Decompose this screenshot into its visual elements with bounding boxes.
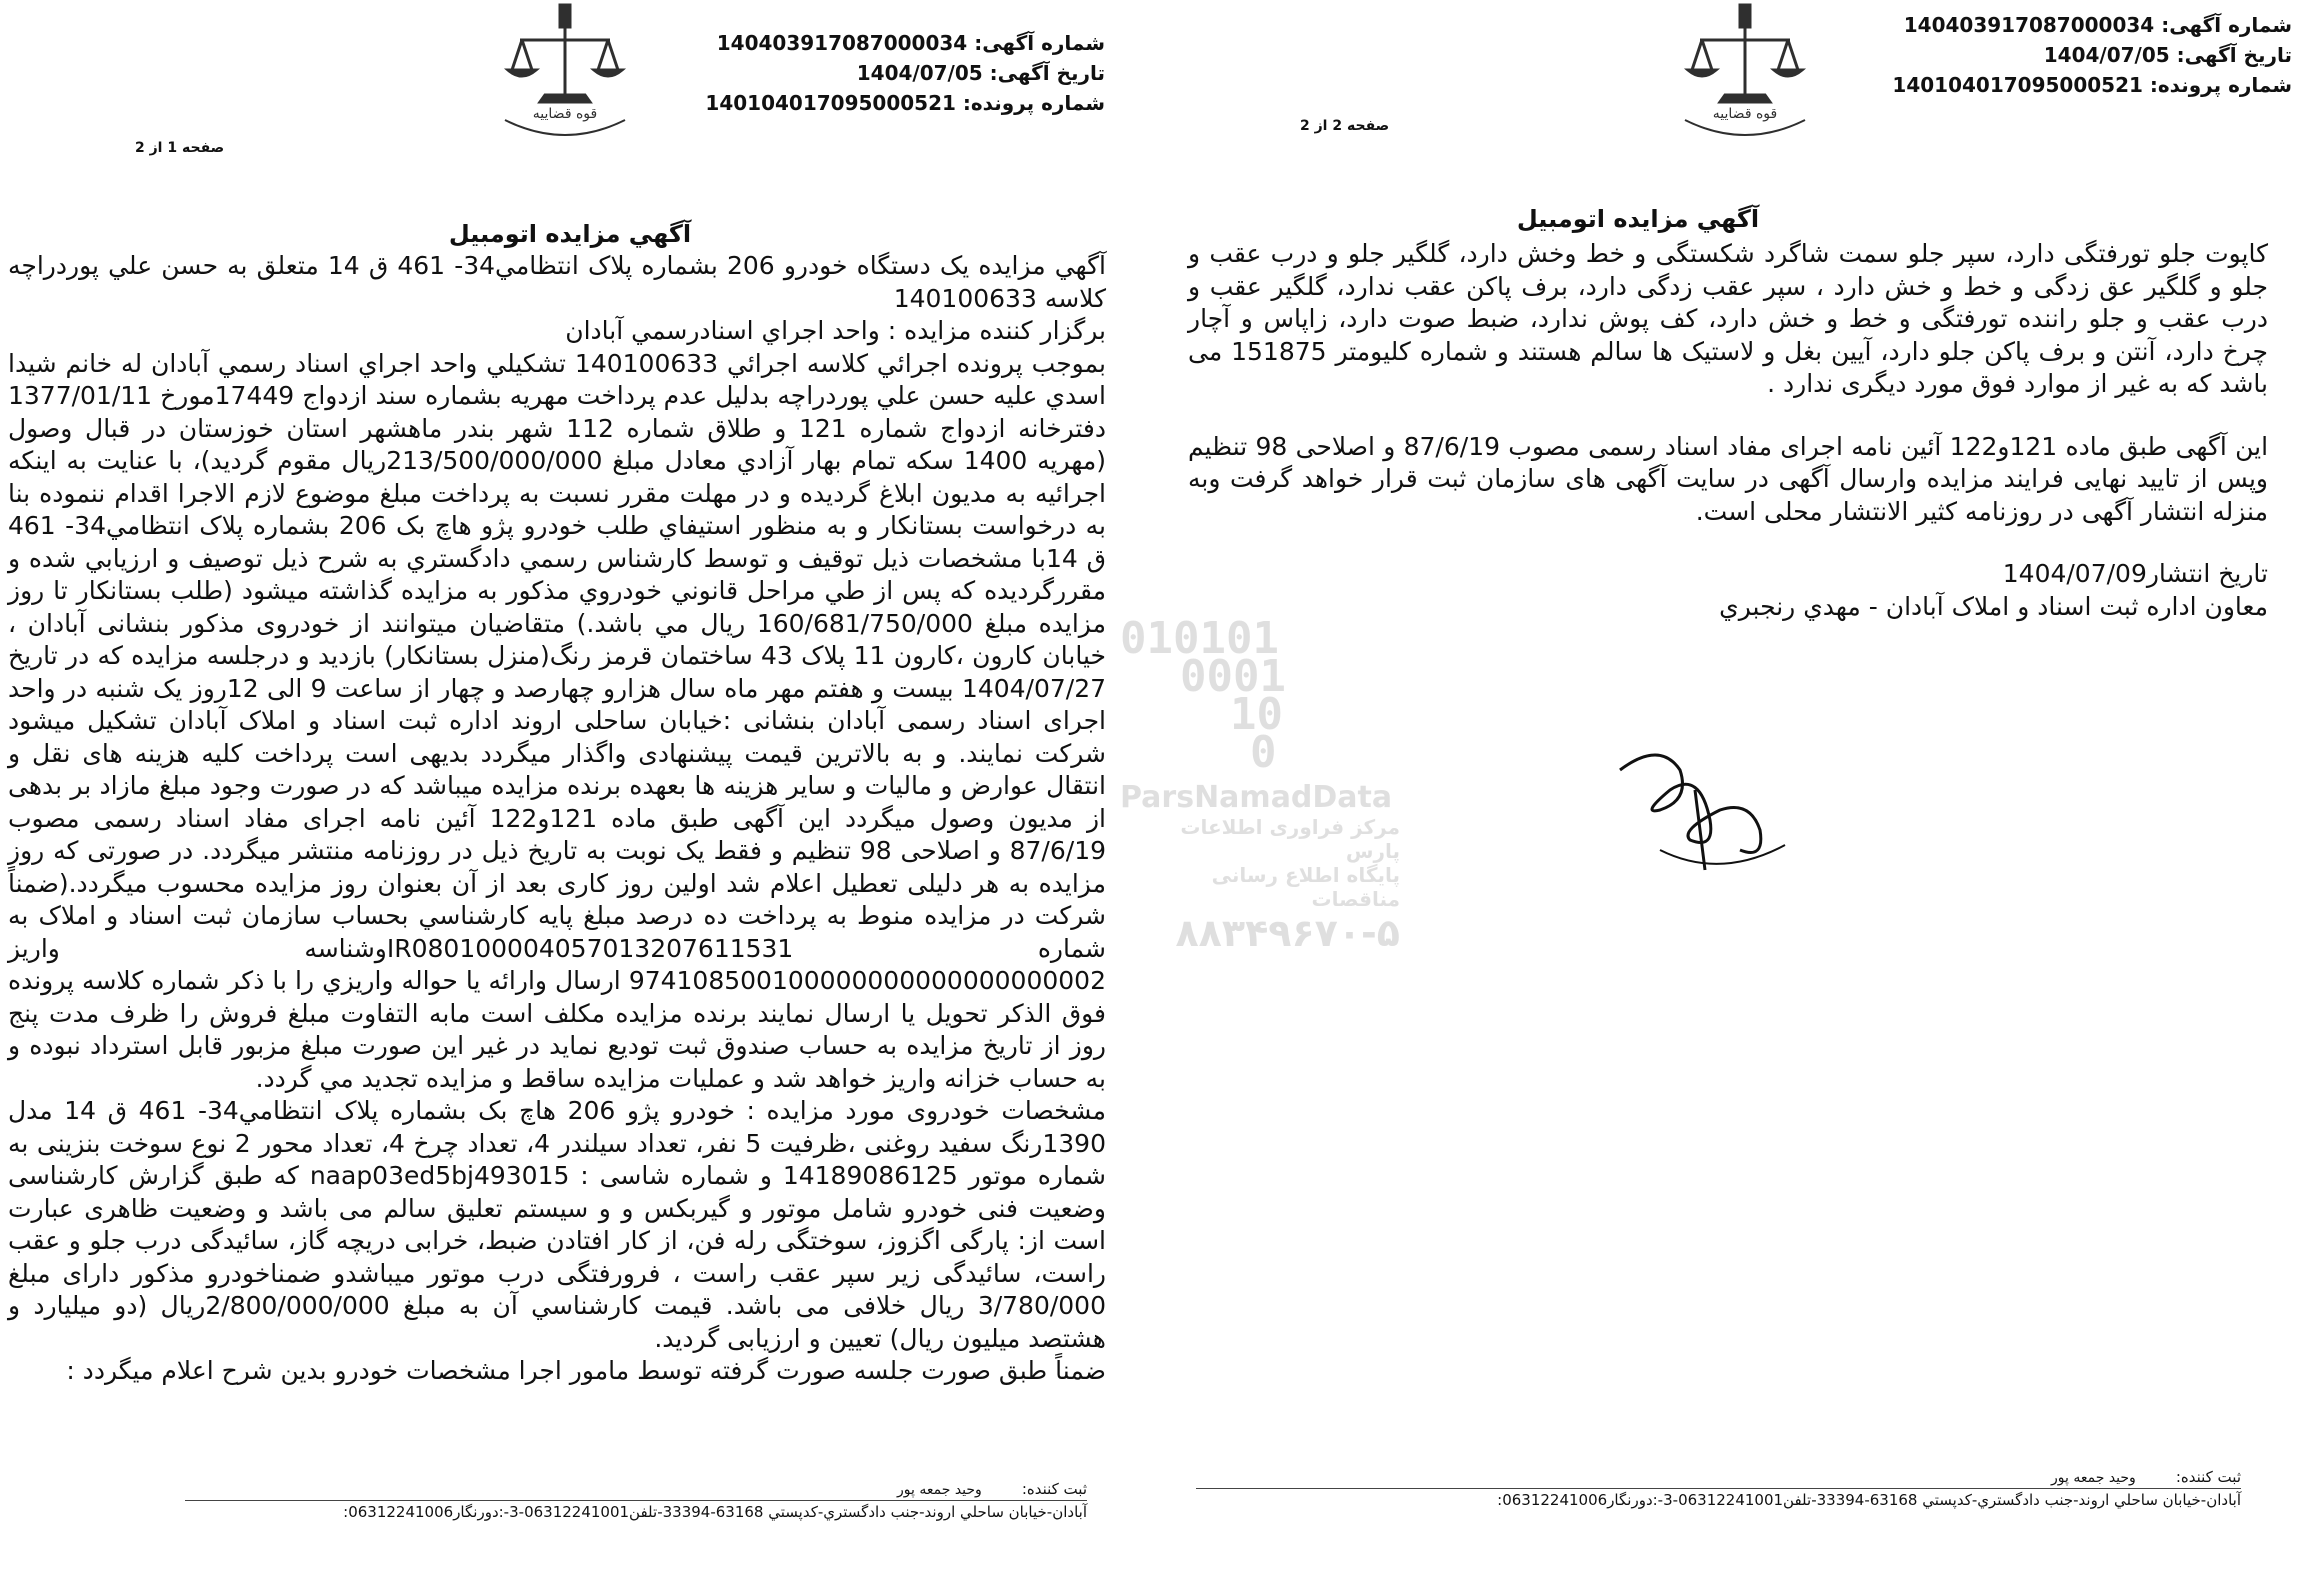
legal-basis-paragraph: این آگهی طبق ماده 121و122 آئین نامه اجرای مفاد اسناد رسمی مصوب 87/6/19 و اصلاحی 98 تنظیم وپس از تایید نهایی فرایند مزایده وارسال آگهی در سایت آگهی های سازمان ثبت قرار خواهد گرفت وبه منزله انتشار آگهی در روزنامه کثیر الانتشار محلی است. <box>1188 431 2269 526</box>
notice-body <box>8 250 1106 1388</box>
document-page-1 <box>0 0 1140 1581</box>
registrar-name: وحيد جمعه پور <box>897 1482 982 1498</box>
intro-paragraph: آگهي مزايده يک دستگاه خودرو 206 بشماره پلاک انتظامي34- 461 ق 14 متعلق به حسن علي پوردراچه کلاسه 140100633 <box>8 251 1106 313</box>
footer-address: آبادان-خيابان ساحلي اروند-جنب دادگستري-کدپستي 63168-33394-تلفن06312241001-3-:دورنگار06312241006: <box>343 1503 1087 1521</box>
svg-text:قوه قضاییه: قوه قضاییه <box>532 106 598 122</box>
footer-address: آبادان-خيابان ساحلي اروند-جنب دادگستري-کدپستي 63168-33394-تلفن06312241001-3-:دورنگار06312241006: <box>1497 1491 2241 1509</box>
publish-date: تاريخ انتشار1404/07/09 <box>2002 559 2268 588</box>
svg-text:قوه قضاییه: قوه قضاییه <box>1712 106 1778 122</box>
vehicle-condition-paragraph: کاپوت جلو تورفتگی دارد، سپر جلو سمت شاگرد شکستگی و خط وخش دارد، گلگیر جلو و درب عقب و جلو و گلگیر عق زدگی و خط و خش دارد ، سپر عقب زدگی دارد، برف پاکن عقب ندارد، گلگیر عقب و درب عقب و جلو راننده تورفتگی و خط و خش دارد، کف پوش ندارد، ضبط صوت دارد، زاپاس و آچار چرخ دارد، آنتن و برف پاکن جلو دارد، آیین بغل و لاستیک ها سالم هستند و شماره کلیومتر 151875 می باشد که به غیر از موارد فوق مورد دیگری ندارد . <box>1188 239 2268 398</box>
footer-divider <box>1196 1488 2241 1489</box>
organizer-line: برگزار کننده مزايده : واحد اجراي اسنادرسمي آبادان <box>565 316 1106 345</box>
page-title: آگهي مزايده اتومبيل <box>448 220 692 248</box>
notice-date: 1404/07/05 <box>856 61 983 85</box>
signatory: معاون اداره ثبت اسناد و املاک آبادان - مهدي رنجبري <box>1719 591 2268 621</box>
file-number: 140104017095000521 <box>1892 73 2143 97</box>
notice-body <box>1188 238 2268 633</box>
footer-divider <box>185 1500 1087 1501</box>
notice-header: شماره آگهی: 140403917087000034 تاریخ آگهی: 1404/07/05 شماره پرونده: 140104017095000521 <box>1892 13 2292 97</box>
notice-header: شماره آگهی: 140403917087000034 تاریخ آگهی: 1404/07/05 شماره پرونده: 140104017095000521 <box>705 31 1105 115</box>
execution-paragraph: بموجب پرونده اجرائي کلاسه اجرائي 140100633 تشکيلي واحد اجراي اسناد رسمي آبادان له خانم شيدا اسدي عليه حسن علي پوردراچه بدليل عدم پرداخت مهريه بشماره سند ازدواج 17449مورخ 1377/01/11 دفترخانه ازدواج شماره 121 و طلاق شماره 112 شهر بندر ماهشهر استان خوزستان در قبال وصول (مهريه 1400 سکه تمام بهار آزادي معادل مبلغ 213/500/000/000ريال مقوم گرديد)، با عنايت به اينکه اجرائيه به مديون ابلاغ گرديده و در مهلت مقرر نسبت به پرداخت مبلغ موضوع لازم الاجرا اقدام ننموده بنا به درخواست بستانکار و به منظور استيفاي طلب خودرو پژو هاچ بک 206 بشماره پلاک انتظامي34- 461 ق 14با مشخصات ذيل توقيف و توسط کارشناس رسمي دادگستري به شرح ذيل توصيف و ارزيابي شده و مقررگرديده که پس از طي مراحل قانوني خودروي مذکور به مزايده گذاشته ميشود (طلب بستانکار تا روز مزايده مبلغ 160/681/750/000 ريال مي باشد.) متقاضيان ميتوانند از خودروی مذکور بنشانی آبادان ، خيابان کارون ،کارون 11 پلاک 43 ساختمان قرمز رنگ(منزل بستانکار) بازديد و درجلسه مزايده که در تاريخ 1404/07/27 بيست و هفتم مهر ماه سال هزارو چهارصد و چهار از ساعت 9 الی 12روز يک شنبه در واحد اجرای اسناد رسمی آبادان بنشانی :خيابان ساحلی اروند اداره ثبت اسناد و املاک آبادان تشکيل ميشود شرکت نمايند. و به بالاترين قيمت پيشنهادی واگذار ميگردد بديهی است پرداخت کليه هزينه های نقل و انتقال عوارض و ماليات و ساير هزينه ها بعهده برنده مزايده ميباشد که در صورت وجود مبلغ مازاد بر بدهی از مديون وصول ميگردد اين آگهی طبق ماده 121و122 آئين نامه اجرای مفاد اسناد رسمی مصوب 87/6/19 و اصلاحی 98 تنظيم و فقط يک نوبت به تاريخ ذيل در روزنامه منتشر ميگردد. در صورتی که روز مزايده به هر دليلی تعطيل اعلام شد اولين روز کاری بعد از آن بعنوان روز مزايده محسوب ميگردد.(ضمناً شرکت در مزايده منوط به پرداخت ده درصد مبلغ پايه کارشناسي بحساب سازمان ثبت اسناد و املاک به شماره IR080100004057013207611531وشناسه واريز 974108500100000000000000000002 ارسال وارائه يا حواله واريزي را با ذکر شماره کلاسه پرونده فوق الذکر تحويل يا ارسال نمايند برنده مزايده مکلف است مابه التفاوت مبلغ فروش را ظرف مدت پنج روز از تاريخ مزايده به حساب صندوق ثبت توديع نمايد در غير اين صورت مبلغ مزبور قابل استرداد نبوده و به حساب خزانه واريز خواهد شد و عمليات مزايده ساقط و مزايده تجديد مي گردد. <box>8 348 1107 1093</box>
closing-line: ضمناً طبق صورت جلسه صورت گرفته توسط مامور اجرا مشخصات خودرو بدين شرح اعلام ميگردد : <box>66 1356 1106 1385</box>
page-number: صفحه 1 از 2 <box>135 140 225 156</box>
vehicle-specs-paragraph: مشخصات خودروی مورد مزايده : خودرو پژو 206 هاچ بک بشماره پلاک انتظامي34- 461 ق 14 مدل 1390رنگ سفيد روغنی ،ظرفيت 5 نفر، تعداد سيلندر 4، تعداد چرخ 4، تعداد محور 2 نوع سوخت بنزينی به شماره موتور 14189086125 و شماره شاسی : naap03ed5bj493015 که طبق گزارش کارشناسی وضعيت فنی خودرو شامل موتور و گيربکس و و سيستم تعليق سالم می باشد و وضعيت ظاهری عبارت است از: پارگی اگزوز، سوختگی رله فن، از کار افتادن ضبط، خرابی دريچه گاز، سائيدگی درب جلو و عقب راست، سائيدگی زير سپر عقب راست ، فرورفتگی درب موتور ميباشدو ضمناخودرو مذکور دارای مبلغ 3/780/000 ريال خلافی می باشد. قيمت کارشناسي آن به مبلغ 2/800/000/000ريال (دو ميليارد و هشتصد ميليون ريال) تعيين و ارزيابی گرديد. <box>8 1096 1106 1353</box>
notice-number: 140403917087000034 <box>716 31 968 55</box>
registrar-name: وحيد جمعه پور <box>2051 1470 2136 1486</box>
judiciary-emblem-icon <box>490 0 640 150</box>
watermark: 010101 0001 10 0 ParsNamadData مرکز فراوری اطلاعات پارس پایگاه اطلاع رسانی مناقصات ۸۸۳۴۹۶۷۰-۵ <box>1120 613 1400 955</box>
notice-date: 1404/07/05 <box>2043 43 2170 67</box>
signature-icon <box>1600 730 1800 890</box>
notice-number: 140403917087000034 <box>1903 13 2155 37</box>
file-number: 140104017095000521 <box>705 91 956 115</box>
page-footer: ثبت کننده:وحيد جمعه پور آبادان-خيابان ساحلي اروند-جنب دادگستري-کدپستي 63168-33394-تلفن06312241001-3-:دورنگار06312241006: <box>185 1480 1087 1521</box>
judiciary-emblem-icon <box>1670 0 1820 150</box>
page-footer: ثبت کننده:وحيد جمعه پور آبادان-خيابان ساحلي اروند-جنب دادگستري-کدپستي 63168-33394-تلفن06312241001-3-:دورنگار06312241006: <box>1196 1468 2241 1509</box>
page-number: صفحه 2 از 2 <box>1300 118 1390 134</box>
page-title: آگهي مزايده اتومبيل <box>1516 205 1760 233</box>
